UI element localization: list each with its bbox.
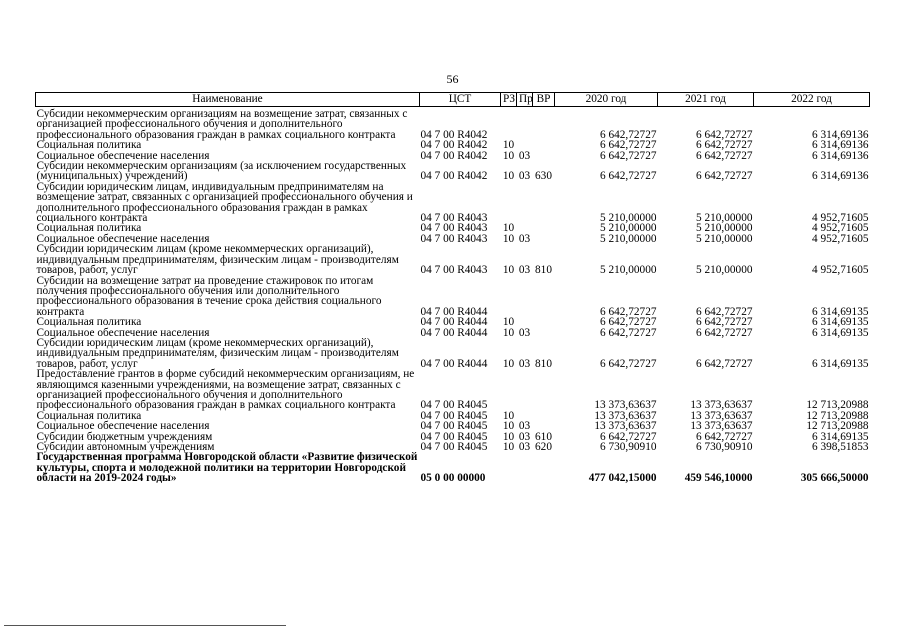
cell-2022: 6 314,69136: [812, 170, 869, 183]
table-row: [36, 244, 870, 275]
header-vr: ВР: [533, 93, 555, 107]
cell-rz: 10: [502, 170, 515, 183]
budget-table: [35, 92, 870, 484]
cell-vr: [533, 140, 555, 150]
table-header-row: [36, 93, 870, 107]
header-2020: 2020 год: [555, 93, 658, 107]
cell-2021: 5 210,00000: [696, 232, 753, 245]
cell-2020: 6 642,72727: [600, 149, 657, 162]
cell-pr: [517, 369, 533, 411]
table-row: [36, 182, 870, 224]
cell-2020: 13 373,63637: [594, 420, 657, 433]
cell-2022: 6 314,69135: [812, 305, 869, 318]
cell-2020: 6 642,72727: [600, 430, 657, 443]
table-row: [36, 107, 870, 141]
cell-rz: 10: [502, 441, 515, 453]
cell-cst: 04 7 00 R4042: [420, 128, 488, 141]
cell-2020: 6 642,72727: [600, 326, 657, 339]
cell-pr: 03: [518, 264, 531, 277]
cell-2021: 6 642,72727: [696, 149, 753, 162]
cell-rz: 10: [502, 409, 515, 422]
cell-rz: 10: [502, 264, 515, 277]
cell-cst: 04 7 00 R4044: [420, 326, 488, 339]
cell-cst: 04 7 00 R4042: [420, 149, 488, 162]
table-row: [36, 369, 870, 411]
cell-rz: [501, 369, 517, 411]
cell-2021: 459 546,10000: [684, 472, 753, 485]
cell-rz: 10: [502, 316, 515, 329]
cell-vr: [533, 328, 555, 338]
cell-pr: [517, 317, 533, 327]
cell-2021: 13 373,63637: [690, 420, 753, 433]
cell-2022: 305 666,50000: [800, 472, 869, 485]
cell-vr: 630: [535, 170, 552, 183]
cell-cst: 04 7 00 R4045: [420, 430, 488, 443]
cell-pr: 03: [518, 326, 531, 339]
cell-2021: 5 210,00000: [696, 222, 753, 235]
cell-2021: 6 642,72727: [696, 316, 753, 329]
cell-name: Социальная политика: [36, 409, 142, 422]
cell-2022: 4 952,71605: [812, 222, 869, 235]
cell-rz: 10: [502, 232, 515, 245]
cell-name: Субсидии на возмещение затрат на проведение стажировок по итогам получения профессионального обучения или дополнительного профессионального образования в течение срока действия социального контракта: [36, 274, 382, 318]
cell-name: Субсидии некоммерческим организациям (за исключением государственных (муниципальных) учреждений): [36, 160, 407, 183]
cell-2020: 6 642,72727: [600, 139, 657, 152]
cell-vr: 810: [535, 357, 552, 370]
header-2021: 2021 год: [658, 93, 754, 107]
header-pr: Пр: [517, 93, 533, 107]
cell-rz: [501, 182, 517, 224]
cell-cst: 04 7 00 R4045: [420, 441, 488, 453]
cell-2021: 6 642,72727: [696, 305, 753, 318]
cell-pr: 03: [518, 149, 531, 162]
cell-cst: 04 7 00 R4043: [420, 264, 488, 277]
cell-2020: 6 730,90910: [600, 441, 657, 453]
cell-cst: 04 7 00 R4043: [420, 212, 488, 225]
cell-cst: 04 7 00 R4044: [420, 305, 488, 318]
cell-2022: 12 713,20988: [806, 399, 869, 412]
cell-2020: 6 642,72727: [600, 128, 657, 141]
cell-2020: 6 642,72727: [600, 357, 657, 370]
cell-2020: 6 642,72727: [600, 170, 657, 183]
cell-2021: 6 642,72727: [696, 128, 753, 141]
cell-2021: 6 642,72727: [696, 326, 753, 339]
cell-pr: [517, 107, 533, 141]
cell-2020: 13 373,63637: [594, 409, 657, 422]
cell-2021: 5 210,00000: [696, 264, 753, 277]
cell-name: Субсидии юридическим лицам, индивидуальным предпринимателям на возмещение затрат, связанных с организацией профессионального обучения и дополнительного профессионального образования граждан в рамках социального контракта: [36, 180, 413, 225]
table-row: [36, 317, 870, 327]
cell-cst: 04 7 00 R4045: [420, 409, 488, 422]
cell-pr: [517, 182, 533, 224]
header-2022: 2022 год: [754, 93, 870, 107]
footer-rule: [4, 625, 286, 626]
page-number: 56: [446, 72, 459, 86]
cell-2020: 6 642,72727: [600, 305, 657, 318]
cell-pr: 03: [518, 420, 531, 433]
cell-name: Социальная политика: [36, 222, 142, 235]
cell-2022: 6 314,69135: [812, 357, 869, 370]
cell-2022: 4 952,71605: [812, 264, 869, 277]
cell-cst: 04 7 00 R4043: [420, 232, 488, 245]
cell-2022: 4 952,71605: [812, 232, 869, 245]
cell-2020: 5 210,00000: [600, 212, 657, 225]
cell-rz: 10: [502, 420, 515, 433]
cell-name: Государственная программа Новгородской области «Развитие физической культуры, спорта и молодежной политики на территории Новгородской области на 2019-2024 годы»: [36, 451, 418, 485]
cell-rz: [501, 107, 517, 141]
cell-vr: [533, 223, 555, 233]
cell-cst: 04 7 00 R4044: [420, 316, 488, 329]
cell-2020: 477 042,15000: [588, 472, 657, 485]
cell-vr: 810: [535, 264, 552, 277]
cell-vr: [533, 107, 555, 141]
cell-2020: 5 210,00000: [600, 222, 657, 235]
cell-name: Субсидии некоммерческим организациям на возмещение затрат, связанных с организацией профессионального обучения и дополнительного профессионального образования граждан в рамках социального контракта: [36, 108, 408, 141]
cell-2020: 6 642,72727: [600, 316, 657, 329]
table-row: [36, 276, 870, 318]
cell-2021: 6 730,90910: [696, 441, 753, 453]
cell-vr: 620: [535, 441, 552, 453]
cell-2021: 13 373,63637: [690, 409, 753, 422]
cell-vr: 610: [535, 430, 552, 443]
cell-2020: 13 373,63637: [594, 399, 657, 412]
cell-pr: 03: [518, 357, 531, 370]
cell-name: Субсидии автономным учреждениям: [36, 441, 215, 453]
cell-cst: 05 0 00 00000: [420, 472, 486, 485]
cell-pr: 03: [518, 441, 531, 453]
cell-rz: 10: [502, 149, 515, 162]
table-row: [36, 452, 870, 483]
cell-2020: 5 210,00000: [600, 264, 657, 277]
cell-2022: 6 398,51853: [812, 441, 869, 453]
cell-pr: [517, 452, 533, 483]
cell-cst: 04 7 00 R4042: [420, 139, 488, 152]
cell-2021: 5 210,00000: [696, 212, 753, 225]
cell-cst: 04 7 00 R4044: [420, 357, 488, 370]
cell-2022: 6 314,69135: [812, 430, 869, 443]
cell-name: Социальное обеспечение населения: [36, 149, 210, 162]
table-row: [36, 338, 870, 369]
cell-2022: 6 314,69136: [812, 139, 869, 152]
cell-rz: [501, 452, 517, 483]
cell-rz: 10: [502, 222, 515, 235]
cell-name: Социальная политика: [36, 139, 142, 152]
table-row: [36, 161, 870, 182]
cell-pr: [517, 276, 533, 318]
cell-vr: [533, 151, 555, 161]
cell-name: Субсидии юридическим лицам (кроме некоммерческих организаций), индивидуальным предпринимателям, физическим лицам - производителям товаров, работ, услуг: [36, 243, 399, 277]
header-name: Наименование: [36, 93, 420, 107]
cell-vr: [533, 411, 555, 421]
cell-cst: 04 7 00 R4042: [420, 170, 488, 183]
cell-name: Социальная политика: [36, 316, 142, 329]
cell-name: Предоставление грантов в форме субсидий некоммерческим организациям, не являющимся казенными учреждениями, на возмещение затрат, связанных с организацией профессионального обучения и дополнительного профессионального образования граждан в рамках социального контракта: [36, 368, 415, 412]
cell-2022: 12 713,20988: [806, 409, 869, 422]
cell-rz: 10: [502, 326, 515, 339]
cell-name: Социальное обеспечение населения: [36, 420, 210, 433]
header-cst: ЦСТ: [420, 93, 501, 107]
cell-vr: [533, 317, 555, 327]
cell-vr: [533, 452, 555, 483]
cell-name: Социальное обеспечение населения: [36, 326, 210, 339]
cell-2022: 4 952,71605: [812, 212, 869, 225]
cell-rz: 10: [502, 139, 515, 152]
cell-2022: 12 713,20988: [806, 420, 869, 433]
cell-2021: 6 642,72727: [696, 139, 753, 152]
cell-2022: 6 314,69136: [812, 149, 869, 162]
cell-cst: 04 7 00 R4045: [420, 399, 488, 412]
cell-rz: 10: [502, 430, 515, 443]
cell-2021: 13 373,63637: [690, 399, 753, 412]
cell-2022: 6 314,69136: [812, 128, 869, 141]
cell-pr: 03: [518, 170, 531, 183]
cell-vr: [533, 369, 555, 411]
cell-2022: 6 314,69135: [812, 316, 869, 329]
cell-cst: 04 7 00 R4043: [420, 222, 488, 235]
cell-pr: 03: [518, 232, 531, 245]
cell-name: Социальное обеспечение населения: [36, 232, 210, 245]
cell-vr: [533, 182, 555, 224]
cell-pr: 03: [518, 430, 531, 443]
cell-vr: [533, 276, 555, 318]
header-rz: РЗ: [501, 93, 517, 107]
cell-2022: 6 314,69135: [812, 326, 869, 339]
cell-vr: [533, 234, 555, 244]
cell-cst: 04 7 00 R4045: [420, 420, 488, 433]
cell-2021: 6 642,72727: [696, 357, 753, 370]
table-body: [36, 107, 870, 484]
cell-name: Субсидии юридическим лицам (кроме некоммерческих организаций), индивидуальным предпринимателям, физическим лицам - производителям товаров, работ, услуг: [36, 336, 399, 370]
cell-2021: 6 642,72727: [696, 430, 753, 443]
cell-name: Субсидии бюджетным учреждениям: [36, 430, 213, 443]
cell-2021: 6 642,72727: [696, 170, 753, 183]
cell-2020: 5 210,00000: [600, 232, 657, 245]
cell-rz: 10: [502, 357, 515, 370]
cell-rz: [501, 276, 517, 318]
